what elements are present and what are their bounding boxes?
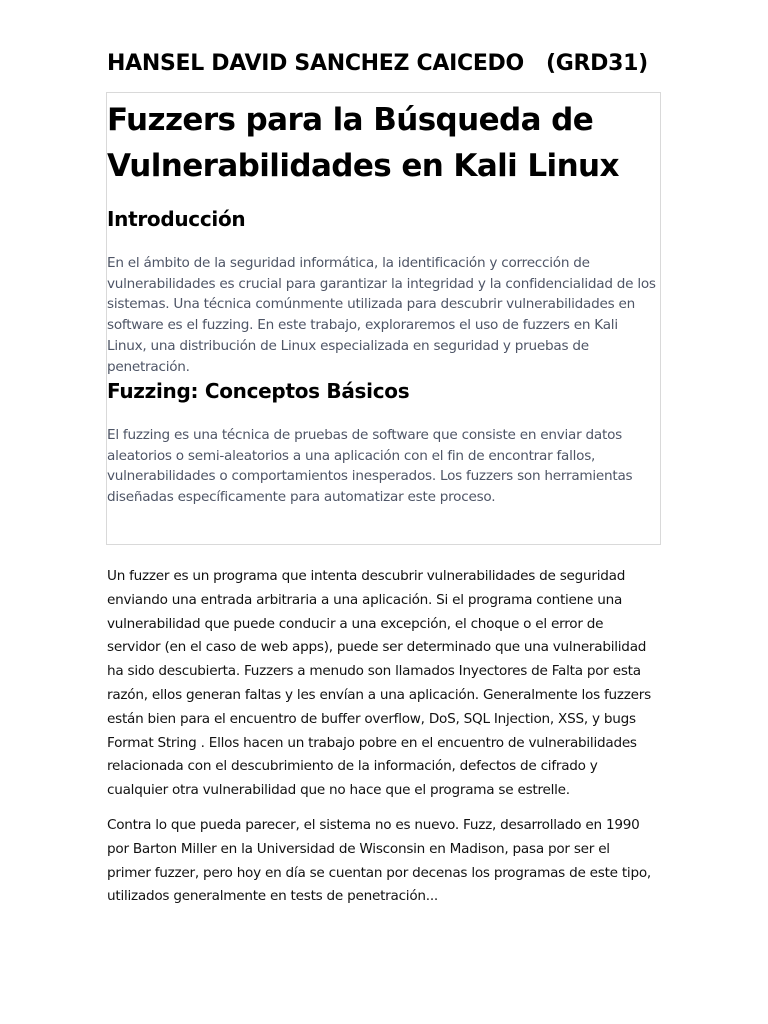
intro-paragraph: En el ámbito de la seguridad informática, la identificación y corrección de vulnerabilidades es crucial para garantizar la integridad y la confidencialidad de los sistemas. Una técnica comúnmente utilizada para descubrir vulnerabilidades en software es el fuzzing. En este trabajo, exploraremos el uso de fuzzers en Kali Linux, una distribución de Linux especializada en seguridad y pruebas de penetración. bbox=[107, 255, 656, 375]
content-box bbox=[106, 92, 661, 545]
author-line: HANSEL DAVID SANCHEZ CAICEDO (GRD31) bbox=[107, 51, 648, 76]
fuzzing-paragraph: El fuzzing es una técnica de pruebas de software que consiste en enviar datos aleatorios o semi-aleatorios a una aplicación con el fin de encontrar fallos, vulnerabilidades o comportamientos inesperados. Los fuzzers son herramientas diseñadas específicamente para automatizar este proceso. bbox=[107, 427, 633, 506]
document-title: Fuzzers para la Búsqueda de Vulnerabilidades en Kali Linux bbox=[107, 102, 619, 184]
intro-heading: Introducción bbox=[107, 207, 246, 231]
fuzzing-heading: Fuzzing: Conceptos Básicos bbox=[107, 379, 410, 403]
body-paragraph-2: Contra lo que pueda parecer, el sistema no es nuevo. Fuzz, desarrollado en 1990 por Barton Miller en la Universidad de Wisconsin en Madison, pasa por ser el primer fuzzer, pero hoy en día se cuentan por decenas los programas de este tipo, utilizados generalmente en tests de penetración... bbox=[107, 817, 651, 905]
body-paragraph-1: Un fuzzer es un programa que intenta descubrir vulnerabilidades de seguridad enviando una entrada arbitraria a una aplicación. Si el programa contiene una vulnerabilidad que puede conducir a una excepción, el choque o el error de servidor (en el caso de web apps), puede ser determinado que una vulnerabilidad ha sido descubierta. Fuzzers a menudo son llamados Inyectores de Falta por esta razón, ellos generan faltas y les envían a una aplicación. Generalmente los fuzzers están bien para el encuentro de buffer overflow, DoS, SQL Injection, XSS, y bugs Format String . Ellos hacen un trabajo pobre en el encuentro de vulnerabilidades relacionada con el descubrimiento de la información, defectos de cifrado y cualquier otra vulnerabilidad que no hace que el programa se estrelle. bbox=[107, 568, 651, 799]
